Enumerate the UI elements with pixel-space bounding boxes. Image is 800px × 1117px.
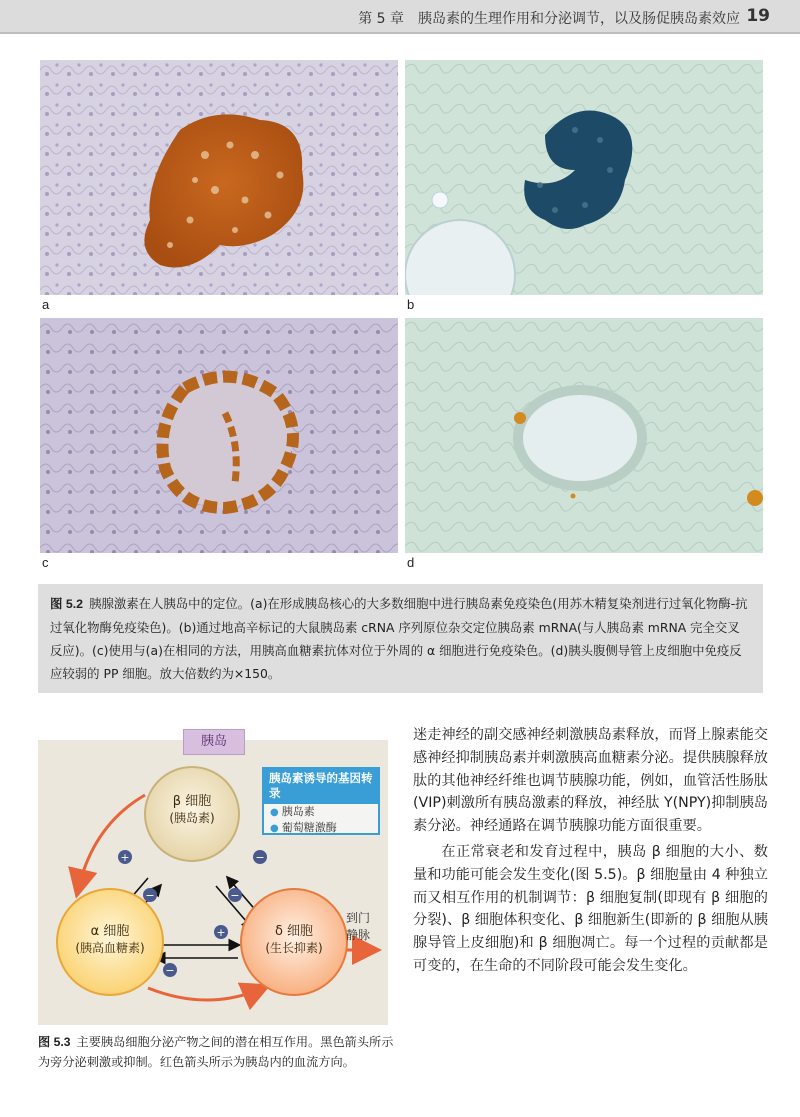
sign-badge-plus-1 — [118, 850, 132, 864]
delta-cell-name: δ 细胞 — [274, 924, 314, 939]
figure-5-3-caption-text: 主要胰岛细胞分泌产物之间的潜在相互作用。黑色箭头所示为旁分泌刺激或抑制。红色箭头所示为胰岛内的血流方向。 — [38, 1035, 394, 1069]
figure-5-2-caption — [38, 584, 763, 693]
panel-label-c: c — [42, 555, 49, 570]
svg-text:−: − — [165, 964, 175, 977]
header-rule — [0, 32, 800, 34]
panel-label-b: b — [407, 297, 415, 312]
gene-transcription-title: 胰岛素诱导的基因转录 — [264, 769, 378, 804]
delta-cell-hormone: (生长抑素) — [265, 941, 323, 955]
figure-panel-b — [405, 60, 763, 295]
gene-item-insulin: ● 胰岛素 — [270, 805, 315, 818]
svg-text:+: + — [216, 926, 226, 939]
body-paragraph-2: 在正常衰老和发育过程中，胰岛 β 细胞的大小、数量和功能可能会发生变化(图 5.5)。β 细胞量由 4 种独立而又相互作用的机制调节：β 细胞复制(即现有 β 细胞的分裂)、β 细胞体积变化、β 细胞新生(即新的 β 细胞从胰腺导管上皮细胞)和 β 细胞凋亡。每一个过程的贡献都是可变的，在生命的不同阶段可能会发生变化。 — [413, 843, 768, 974]
figure-panel-a — [40, 60, 398, 295]
gene-item-glucokinase: ● 葡萄糖激酶 — [270, 821, 337, 834]
bullet-icon: ● — [270, 823, 279, 834]
figure-5-2-tag: 图 5.2 — [50, 597, 84, 611]
panel-label-d: d — [407, 555, 415, 570]
sign-badge-minus-1 — [143, 888, 157, 902]
portal-vein-label: 到门静脉 — [345, 911, 370, 942]
micrograph-b — [405, 60, 763, 295]
sign-badge-plus-2 — [214, 925, 228, 939]
page-number: 19 — [746, 6, 770, 26]
panel-label-a: a — [42, 297, 50, 312]
svg-text:−: − — [230, 889, 240, 902]
running-header — [0, 0, 800, 32]
micrograph-d — [405, 318, 763, 553]
figure-5-3-caption — [38, 1032, 398, 1072]
micrograph-c — [40, 318, 398, 553]
alpha-cell-hormone: (胰高血糖素) — [75, 941, 145, 955]
sign-badge-minus-2 — [253, 850, 267, 864]
islet-label: 胰岛 — [183, 729, 245, 755]
figure-panel-d — [405, 318, 763, 553]
sign-badge-minus-3 — [228, 888, 242, 902]
svg-text:+: + — [120, 851, 130, 864]
micrograph-a — [40, 60, 398, 295]
body-paragraph-1: 迷走神经的副交感神经刺激胰岛素释放，而肾上腺素能交感神经抑制胰岛素并刺激胰高血糖素分泌。提供胰腺释放肽的其他神经纤维也调节胰腺功能，例如，血管活性肠肽(VIP)刺激所有胰岛激素的释放，神经肽 Y(NPY)抑制胰岛素分泌。神经通路在调节胰腺功能方面很重要。 — [413, 727, 768, 835]
gene-transcription-box — [262, 767, 380, 835]
figure-5-2-caption-text: 胰腺激素在人胰岛中的定位。(a)在形成胰岛核心的大多数细胞中进行胰岛素免疫染色(用苏木精复染剂进行过氧化物酶-抗过氧化物酶免疫染色)。(b)通过地高辛标记的大鼠胰岛素 cRNA 序列原位杂交定位胰岛素 mRNA(与人胰岛素 mRNA 完全交叉反应)。(c)使用与(a)在相同的方法，用胰高血糖素抗体对位于外周的 α 细胞进行免疫染色。(d)胰头腹侧导管上皮细胞中免疫反应较弱的 PP 细胞。放大倍数约为×150。 — [50, 596, 748, 681]
svg-text:−: − — [145, 889, 155, 902]
beta-cell-hormone: (胰岛素) — [169, 811, 215, 825]
svg-text:−: − — [255, 851, 265, 864]
body-text — [413, 724, 768, 978]
bullet-icon: ● — [270, 807, 279, 818]
sign-badge-minus-4 — [163, 963, 177, 977]
figure-panel-c — [40, 318, 398, 553]
chapter-title: 第 5 章 胰岛素的生理作用和分泌调节，以及肠促胰岛素效应 — [358, 11, 740, 27]
beta-cell-name: β 细胞 — [172, 794, 212, 809]
alpha-cell-name: α 细胞 — [90, 924, 130, 939]
figure-5-3-tag: 图 5.3 — [38, 1035, 71, 1049]
